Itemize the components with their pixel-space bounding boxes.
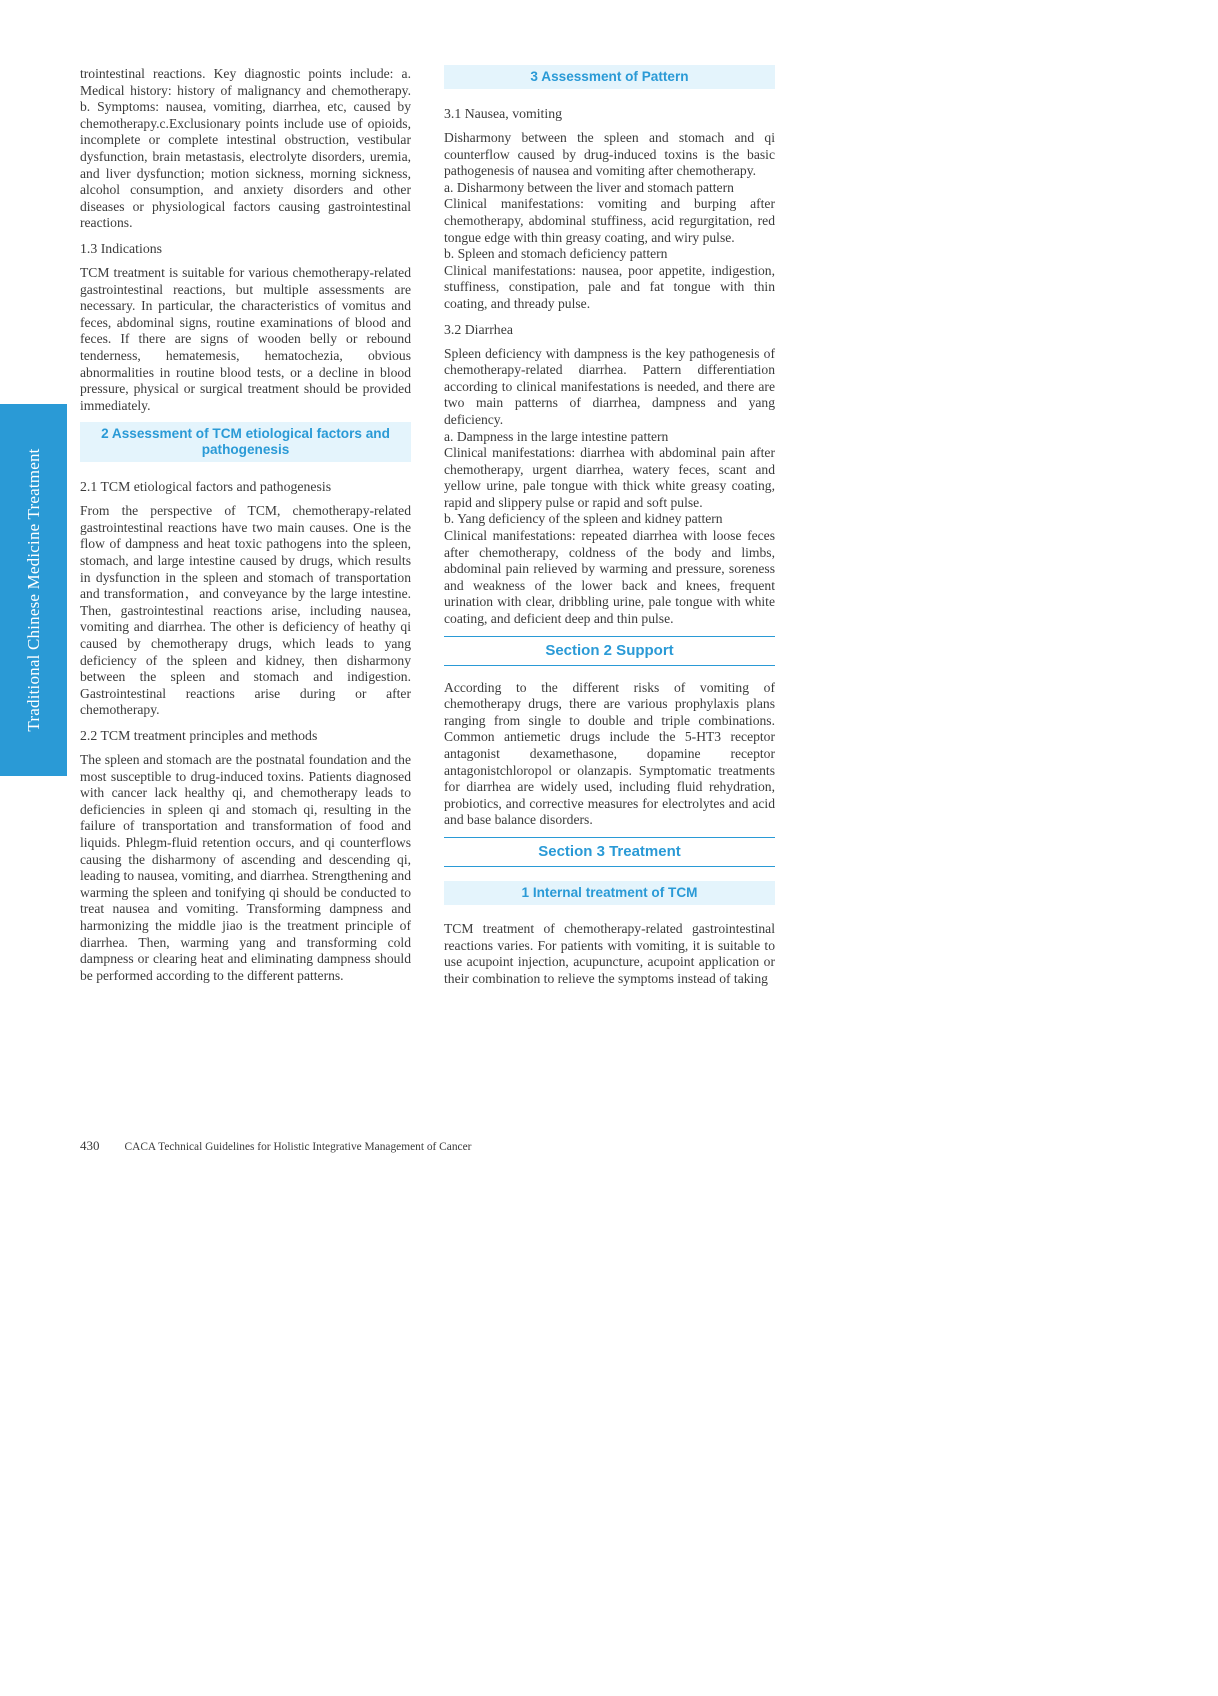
page-number: 430: [80, 1138, 100, 1153]
right-column: [444, 61, 775, 995]
side-tab-label: Traditional Chinese Medicine Treatment: [23, 448, 43, 732]
section-heading: 1 Internal treatment of TCM: [444, 881, 775, 905]
paragraph: Clinical manifestations: nausea, poor appetite, indigestion, stuffiness, constipation, pale and fat tongue with thin coating, and thready pulse.: [444, 262, 775, 311]
paragraph: From the perspective of TCM, chemotherapy-related gastrointestinal reactions have two main causes. One is the flow of dampness and heat toxic pathogens into the spleen, stomach, and large intestine caused by drugs, which results in dysfunction in the spleen and stomach of transportation and transformation，and conveyance by the large intestine. Then, gastrointestinal reactions arise, including nausea, vomiting and diarrhea. The other is deficiency of heathy qi caused by chemotherapy drugs, which leads to yang deficiency of the spleen and kidney, then disharmony between the spleen and stomach and indigestion. Gastrointestinal reactions arise during or after chemotherapy.: [80, 503, 411, 718]
section-title: Section 3 Treatment: [444, 837, 775, 867]
paragraph: b. Yang deficiency of the spleen and kidney pattern: [444, 511, 723, 527]
subheading: 3.2 Diarrhea: [444, 321, 513, 337]
paragraph: Clinical manifestations: repeated diarrhea with loose feces after chemotherapy, coldness of the body and limbs, abdominal pain relieved by warming and pressure, soreness and weakness of the lower back and knees, frequent urination with clear, dribbling urine, pale tongue with white coating, and deficient deep and thin pulse.: [444, 528, 775, 627]
paragraph: Clinical manifestations: vomiting and burping after chemotherapy, abdominal stuffiness, acid regurgitation, red tongue edge with thin greasy coating, and wiry pulse.: [444, 196, 775, 245]
paragraph: TCM treatment is suitable for various chemotherapy-related gastrointestinal reactions, but multiple assessments are necessary. In particular, the characteristics of vomitus and feces, abdominal signs, routine examinations of blood and feces. If there are signs of wooden belly or rebound tenderness, hematemesis, hematochezia, obvious abnormalities in routine blood tests, or a decline in blood pressure, physical or surgical treatment should be provided immediately.: [80, 264, 411, 413]
section-title: Section 2 Support: [444, 636, 775, 666]
section-heading: 2 Assessment of TCM etiological factors and pathogenesis: [80, 422, 411, 462]
paragraph: a. Dampness in the large intestine pattern: [444, 428, 669, 444]
subheading: 1.3 Indications: [80, 240, 162, 256]
paragraph: According to the different risks of vomiting of chemotherapy drugs, there are various prophylaxis plans ranging from single to double and triple combinations. Common antiemetic drugs include the 5-HT3 receptor antagonist dexamethasone, dopamine receptor antagonistchloropol or olanzapis. Symptomatic treatments for diarrhea are widely used, including fluid rehydration, probiotics, and corrective measures for electrolytes and acid and base balance disorders.: [444, 679, 775, 828]
paragraph: Disharmony between the spleen and stomach and qi counterflow caused by drug-induced toxins is the basic pathogenesis of nausea and vomiting after chemotherapy.: [444, 130, 775, 179]
section-heading: 3 Assessment of Pattern: [444, 65, 775, 89]
subheading: 3.1 Nausea, vomiting: [444, 106, 563, 121]
paragraph: trointestinal reactions. Key diagnostic points include: a. Medical history: history of malignancy and chemotherapy. b. Symptoms: nausea, vomiting, diarrhea, etc, caused by chemotherapy.c.Exclusionary points include use of opioids, incomplete or complete intestinal obstruction, vestibular dysfunction, brain metastasis, electrolyte disorders, uremia, and liver dysfunction; motion sickness, morning sickness, alcohol consumption, and anxiety disorders and other diseases or physiological factors causing gastrointestinal reactions.: [80, 66, 411, 231]
paragraph: b. Spleen and stomach deficiency pattern: [444, 246, 668, 262]
paragraph: Clinical manifestations: diarrhea with abdominal pain after chemotherapy, urgent diarrhea, watery feces, scant and yellow urine, pale tongue with thick white greasy coating, rapid and slippery pulse or rapid and soft pulse.: [444, 445, 775, 510]
paragraph: Spleen deficiency with dampness is the key pathogenesis of chemotherapy-related diarrhea. Pattern differentiation according to clinical manifestations is needed, and there are two main patterns of diarrhea, dampness and yang deficiency.: [444, 345, 775, 427]
paragraph: TCM treatment of chemotherapy-related gastrointestinal reactions varies. For patients with vomiting, it is suitable to use acupoint injection, acupuncture, acupoint application or their combination to relieve the symptoms instead of taking: [444, 920, 775, 986]
paragraph: a. Disharmony between the liver and stomach pattern: [444, 179, 734, 195]
left-column: [80, 66, 411, 992]
paragraph: The spleen and stomach are the postnatal foundation and the most susceptible to drug-induced toxins. Patients diagnosed with cancer lack healthy qi, and chemotherapy leads to deficiencies in spleen qi and stomach qi, resulting in the failure of transportation and transformation of food and liquids. Phlegm-fluid retention occurs, and qi counterflows causing the disharmony of ascending and descending qi, leading to nausea, vomiting, and diarrhea. Strengthening and warming the spleen and tonifying qi should be conducted to treat nausea and vomiting. Transforming dampness and harmonizing the middle jiao is the treatment principle of diarrhea. Then, warming yang and transforming cold dampness or clearing heat and eliminating dampness should be performed according to the different patterns.: [80, 752, 411, 983]
subheading: 2.2 TCM treatment principles and methods: [80, 728, 318, 743]
side-tab: [0, 404, 67, 776]
subheading: 2.1 TCM etiological factors and pathogenesis: [80, 479, 332, 495]
page-footer: [80, 1138, 471, 1154]
running-title: CACA Technical Guidelines for Holistic Integrative Management of Cancer: [124, 1141, 472, 1153]
